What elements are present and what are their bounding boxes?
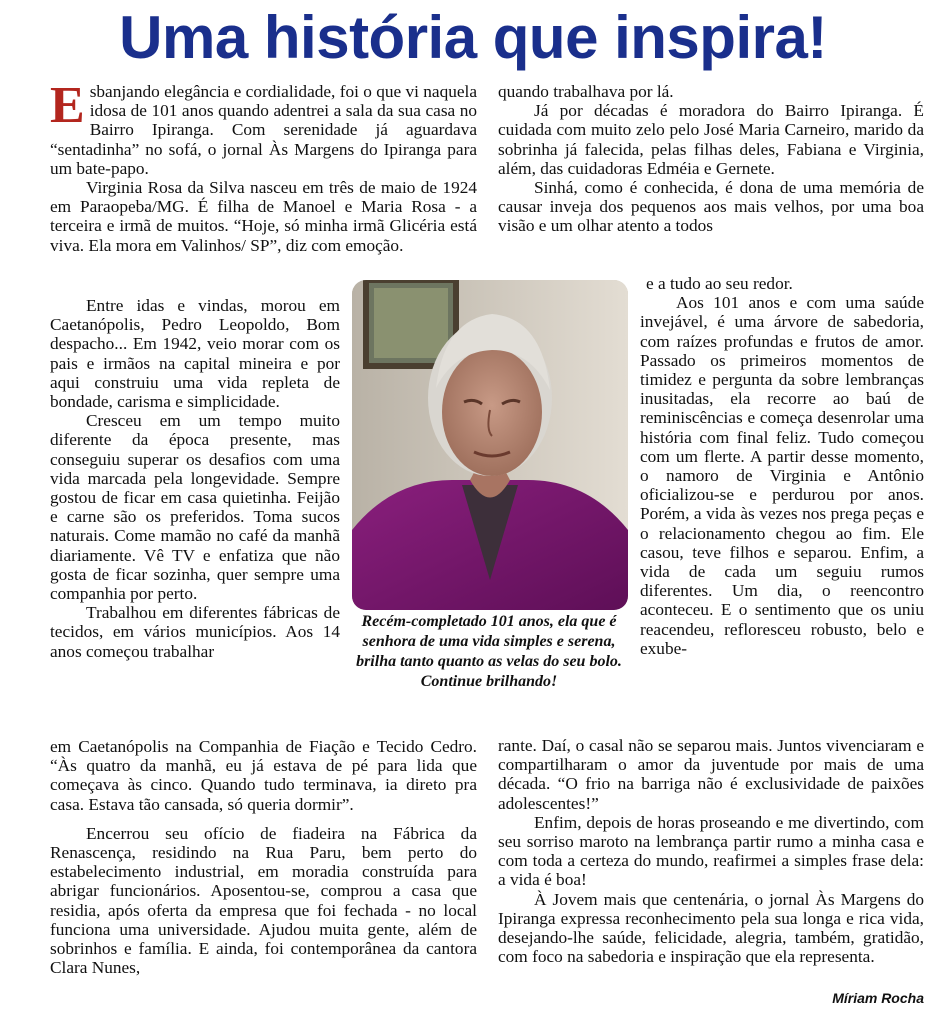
paragraph: Já por décadas é moradora do Bairro Ipiranga. É cuidada com muito zelo pelo José Maria Carneiro, marido da sobrinha já falecida, pelas filhas deles, Fabiana e Virginia, além, das cuidadoras Edméia e Gernete. xyxy=(498,101,924,178)
portrait-photo xyxy=(352,280,628,610)
paragraph: quando trabalhava por lá. xyxy=(498,82,674,101)
right-column-narrow xyxy=(640,274,924,658)
paragraph: Entre idas e vindas, morou em Caetanópolis, Pedro Leopoldo, Bom despacho... Em 1942, veio morar com os pais e irmãos na capital mineira e por aqui construiu uma vida repleta de bondade, carisma e simplicidade. xyxy=(50,296,340,412)
portrait-illustration xyxy=(352,280,628,610)
paragraph: À Jovem mais que centenária, o jornal Às Margens do Ipiranga expressa reconhecimento pela sua longa e rica vida, desejando-lhe saúde, felicidade, alegria, também, gratidão, com foco na sabedoria e inspiração que ela representa. xyxy=(498,889,924,967)
left-column-narrow xyxy=(50,296,340,661)
paragraph: rante. Daí, o casal não se separou mais. Juntos vivenciaram e compartilharam o amor da juventude por mais de uma década. “O frio na barriga não é exclusividade de paixões adolescentes!” xyxy=(498,736,924,813)
paragraph: Cresceu em um tempo muito diferente da época presente, mas conseguiu superar os desafios com uma vida marcada pela longevidade. Sempre gostou de ficar em casa quietinha. Feijão e carne são os preferidos. Toma sucos naturais. Come mamão no café da manhã diariamente. Vê TV e enfatiza que não gosta de ficar sozinha, quer sempre uma companhia por perto. xyxy=(50,411,340,604)
paragraph: Trabalhou em diferentes fábricas de tecidos, em vários municípios. Aos 14 anos começou trabalhar xyxy=(50,603,340,661)
paragraph: Virginia Rosa da Silva nasceu em três de maio de 1924 em Paraopeba/MG. É filha de Manoel e Maria Rosa - a terceira e irmã de muitos. “Hoje, só minha irmã Glicéria está viva. Ela mora em Valinhos/ SP”, diz com emoção. xyxy=(50,178,477,255)
left-column-bottom xyxy=(50,737,477,977)
paragraph: e a tudo ao seu redor. xyxy=(646,274,793,293)
left-column-top xyxy=(50,77,477,255)
paragraph: Sinhá, como é conhecida, é dona de uma memória de causar inveja dos pequenos aos mais velhos, por uma boa visão e um olhar atento a todos xyxy=(498,178,924,236)
paragraph: Encerrou seu ofício de fiadeira na Fábrica da Renascença, residindo na Rua Paru, bem perto do estabelecimento industrial, em moradia construída para abrigar funcionários. Aposentou-se, comprou a casa que residia, após oferta da empresa que foi fechada - no local funciona uma universidade. Ajudou muita gente, além de sobrinhos e família. E ainda, foi contemporânea da cantora Clara Nunes, xyxy=(50,823,477,978)
paragraph: em Caetanópolis na Companhia de Fiação e Tecido Cedro. “Às quatro da manhã, eu já estava de pé para lida que começava às cinco. Quando tudo terminava, ia direto pra casa. Estava tão cansada, só queria dormir”. xyxy=(50,737,477,814)
right-column-bottom xyxy=(498,736,924,966)
right-column-top xyxy=(498,82,924,236)
paragraph: Aos 101 anos e com uma saúde invejável, é uma árvore de sabedoria, com raízes profundas e frutos de amor. Passado os primeiros momentos de timidez e pergunta da sobre lembranças inusitadas, ela recorre ao baú de reminiscências e começa desenrolar uma história com final feliz. Tudo começou com um flerte. A partir desse momento, o namoro de Virginia e Antônio oficializou-se e perdurou por anos. Porém, a vida às vezes nos prega peças e o relacionamento chegou ao fim. Ele casou, teve filhos e separou. Enfim, a vida de cada um seguiu rumos diferentes. Um dia, o reencontro aconteceu. E o sentimento que os uniu reacendeu, refloresceu robusto, belo e exube- xyxy=(640,293,924,658)
paragraph: Enfim, depois de horas proseando e me divertindo, com seu sorriso maroto na lembrança partir rumo a minha casa e com toda a certeza do mundo, reafirmei a simples frase dela: a vida é boa! xyxy=(498,812,924,890)
headline: Uma história que inspira! xyxy=(119,4,827,71)
author-signature: Míriam Rocha xyxy=(832,990,924,1006)
drop-cap: E xyxy=(50,77,85,134)
paragraph: sbanjando elegância e cordialidade, foi o que vi naquela idosa de 101 anos quando adentrei a sala da sua casa no Bairro Ipiranga. Com serenidade já aguardava “sentadinha” no sofá, o jornal Às Margens do Ipiranga para um bate-papo. xyxy=(50,82,477,178)
photo-caption: Recém-completado 101 anos, ela que é senhora de uma vida simples e serena, brilha tanto quanto as velas do seu bolo. Continue brilhando! xyxy=(356,613,622,690)
